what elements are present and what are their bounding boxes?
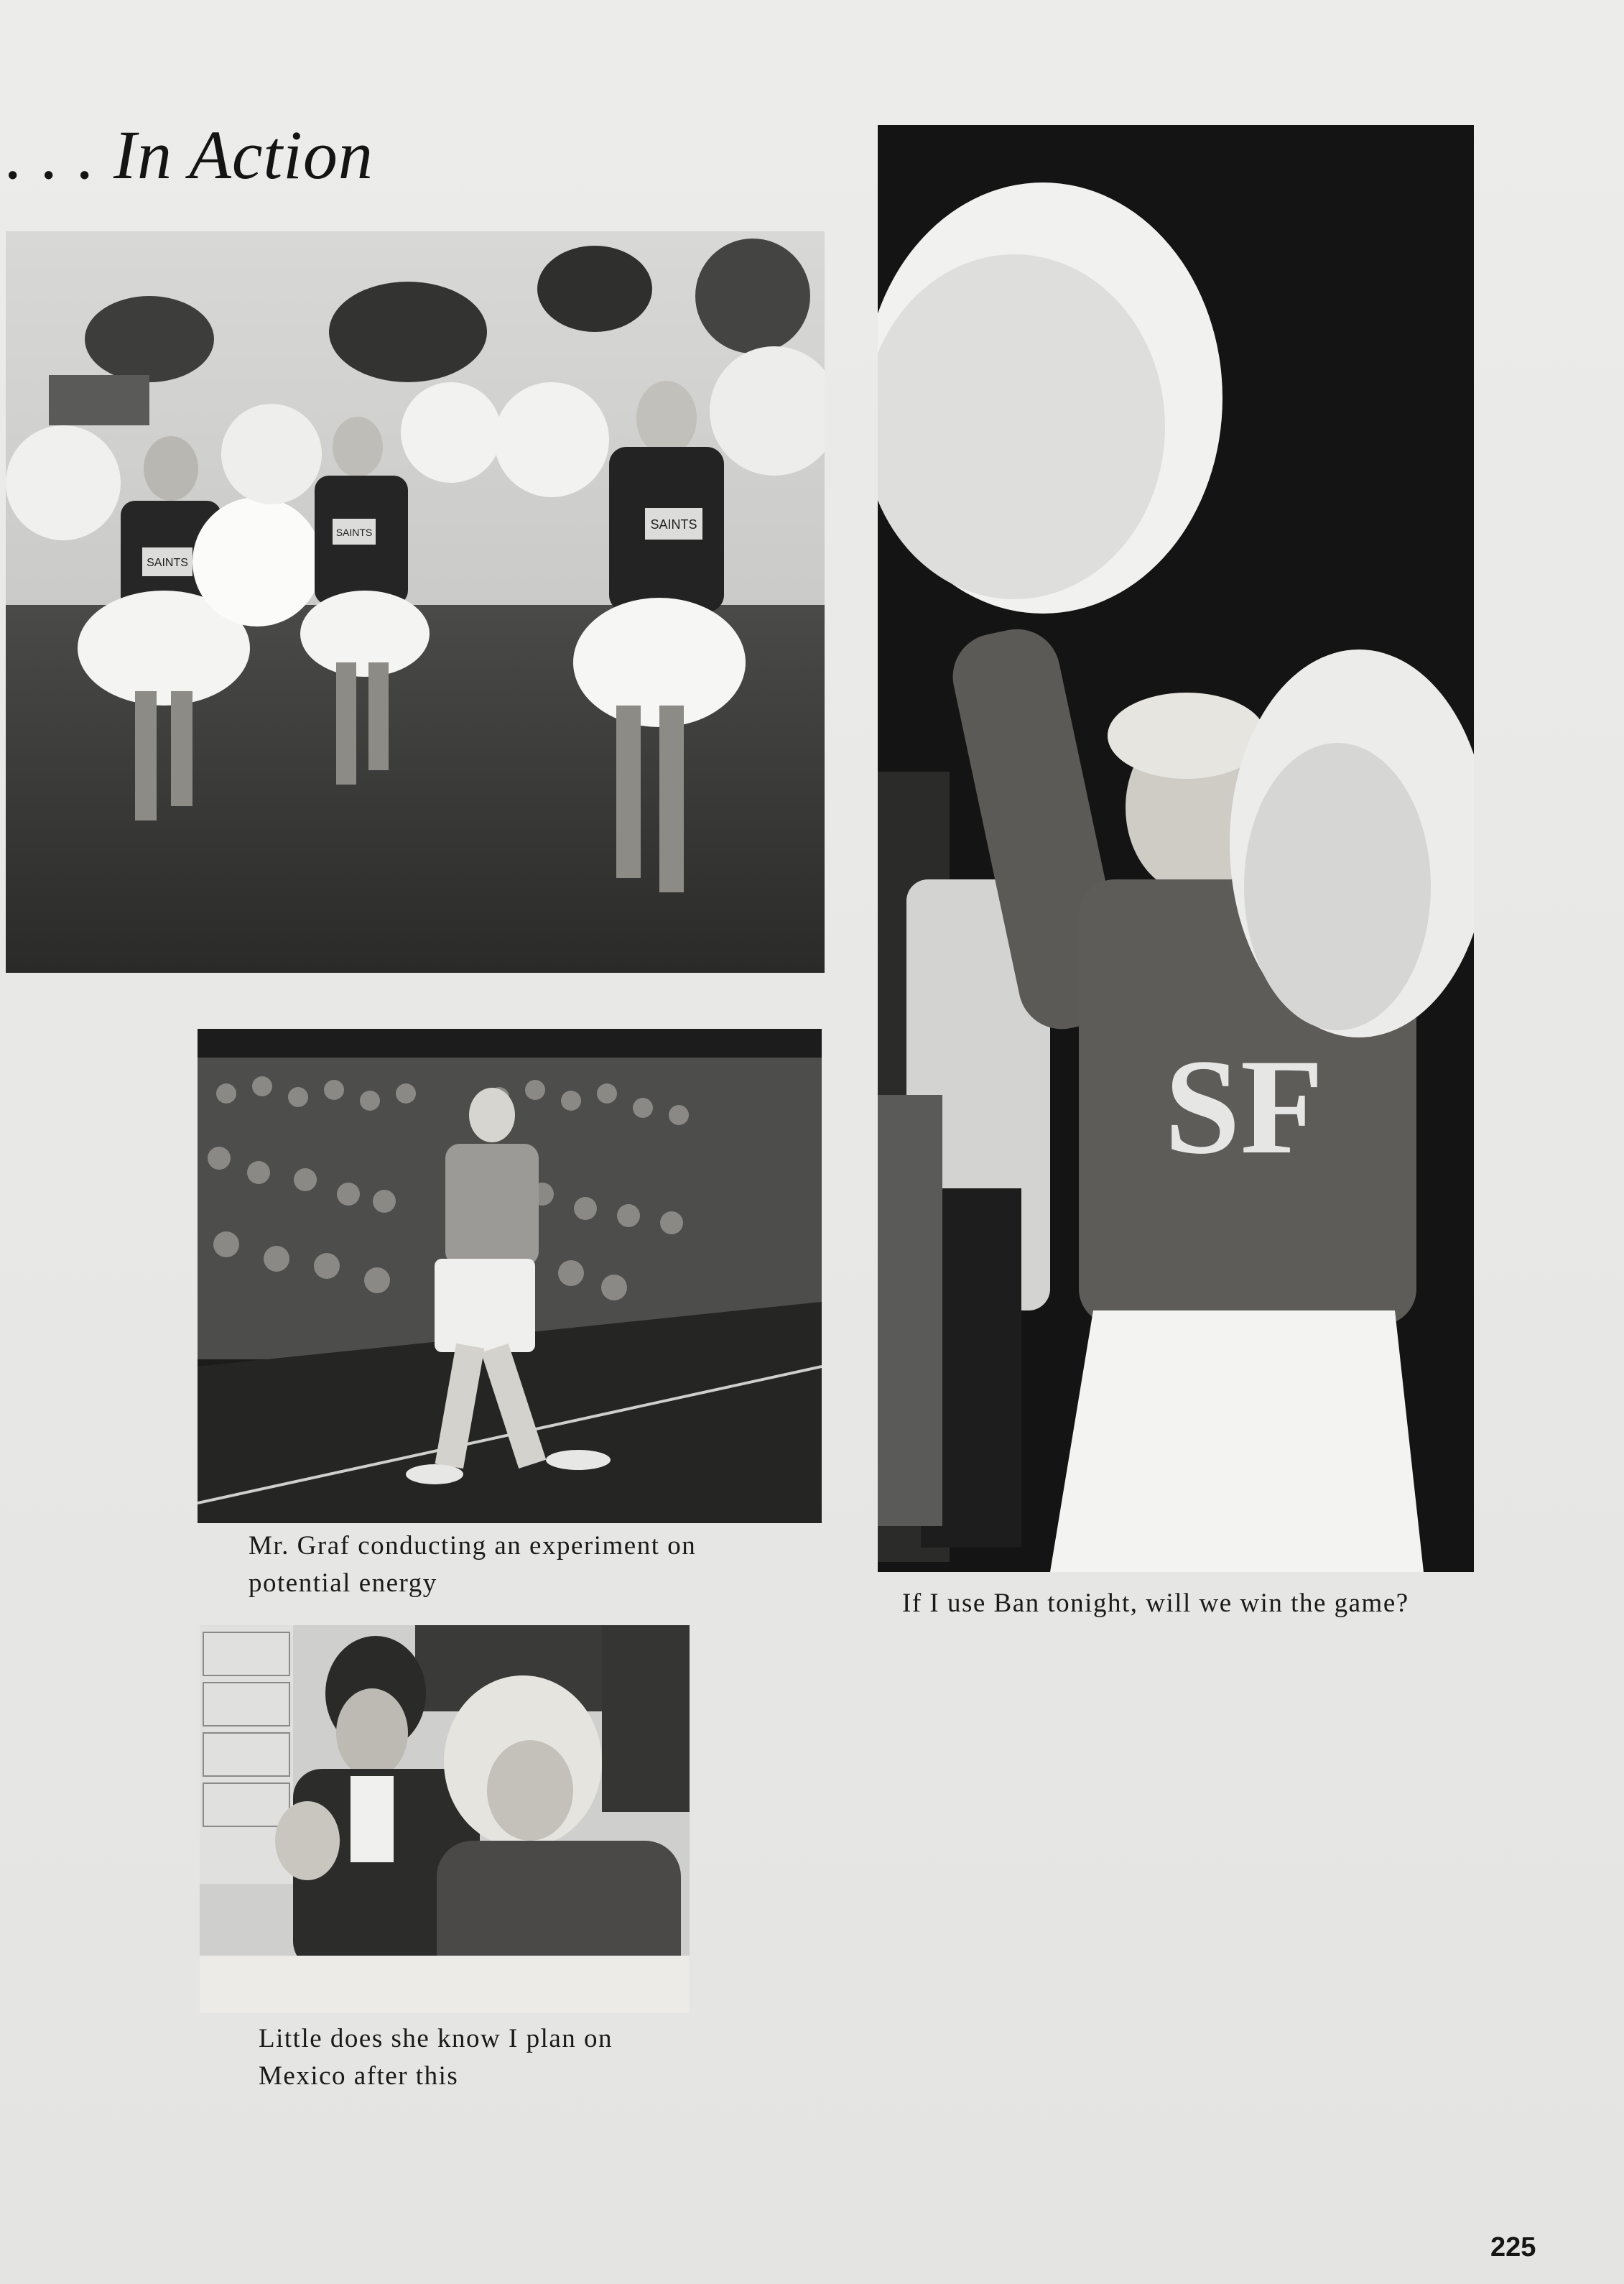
cheerleaders-running-photo <box>6 231 825 973</box>
eating-caption-line-1: Little does she know I plan on <box>259 2024 613 2053</box>
pompom-photo-caption: If I use Ban tonight, will we win the game? <box>902 1589 1409 1618</box>
gym-caption-line-1: Mr. Graf conducting an experiment on <box>249 1531 697 1561</box>
saints-sign-3: SAINTS <box>650 517 697 532</box>
gym-photo-caption <box>249 1527 696 1602</box>
gym-assembly-photo <box>198 1029 822 1523</box>
saints-sign-2: SAINTS <box>335 527 373 538</box>
eating-photo-caption <box>259 2020 613 2095</box>
saints-sign-1: SAINTS <box>147 557 188 569</box>
page-heading: . . . In Action <box>6 116 373 193</box>
eating-contest-photo <box>200 1625 690 2013</box>
eating-caption-line-2: Mexico after this <box>259 2061 459 2091</box>
gym-caption-line-2: potential energy <box>249 1568 437 1598</box>
sweater-letters: SF <box>1164 1032 1324 1183</box>
page-number: 225 <box>1490 2232 1536 2262</box>
cheerleader-pompom-photo <box>878 125 1474 1572</box>
